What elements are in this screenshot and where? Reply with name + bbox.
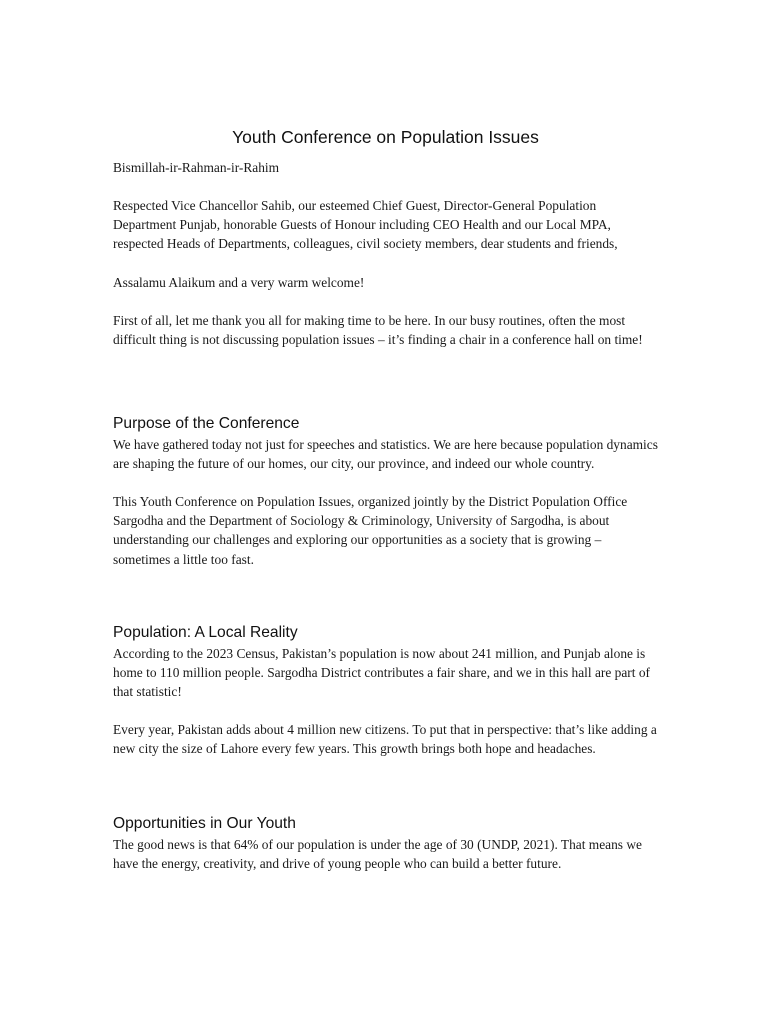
section-heading: Opportunities in Our Youth bbox=[113, 815, 296, 832]
document-page bbox=[113, 124, 658, 349]
section-heading: Population: A Local Reality bbox=[113, 624, 298, 641]
section-local-reality bbox=[113, 622, 658, 759]
section-paragraph: Every year, Pakistan adds about 4 million new citizens. To put that in perspective: that’s like adding a new city the size of Lahore every few years. This growth brings both hope and headaches. bbox=[113, 722, 657, 757]
section-paragraph: We have gathered today not just for speeches and statistics. We are here because population dynamics are shaping the future of our homes, our city, our province, and indeed our whole country. bbox=[113, 437, 658, 472]
section-heading: Purpose of the Conference bbox=[113, 415, 300, 432]
section-paragraph: According to the 2023 Census, Pakistan’s population is now about 241 million, and Punjab alone is home to 110 million people. Sargodha District contributes a fair share, and we in this hall are part of that statistic! bbox=[113, 646, 650, 700]
greeting-paragraph: Assalamu Alaikum and a very warm welcome! bbox=[113, 274, 365, 290]
section-purpose bbox=[113, 413, 658, 569]
document-title: Youth Conference on Population Issues bbox=[232, 127, 539, 147]
section-paragraph: The good news is that 64% of our population is under the age of 30 (UNDP, 2021). That means we have the energy, creativity, and drive of young people who can build a better future. bbox=[113, 837, 642, 872]
thanks-paragraph: First of all, let me thank you all for making time to be here. In our busy routines, often the most difficult thing is not discussing population issues – it’s finding a chair in a conference hall on time! bbox=[113, 312, 643, 347]
basmala: Bismillah-ir-Rahman-ir-Rahim bbox=[113, 160, 280, 175]
section-youth-opportunities bbox=[113, 813, 658, 873]
section-paragraph: This Youth Conference on Population Issues, organized jointly by the District Population Office Sargodha and the Department of Sociology & Criminology, University of Sargodha, is about understanding our challenges and exploring our opportunities as a society that is growing – sometimes a little too fast. bbox=[113, 494, 628, 567]
salutation-paragraph: Respected Vice Chancellor Sahib, our esteemed Chief Guest, Director-General Population Department Punjab, honorable Guests of Honour including CEO Health and our Local MPA, respected Heads of Departments, colleagues, civil society members, dear students and friends, bbox=[113, 198, 618, 252]
